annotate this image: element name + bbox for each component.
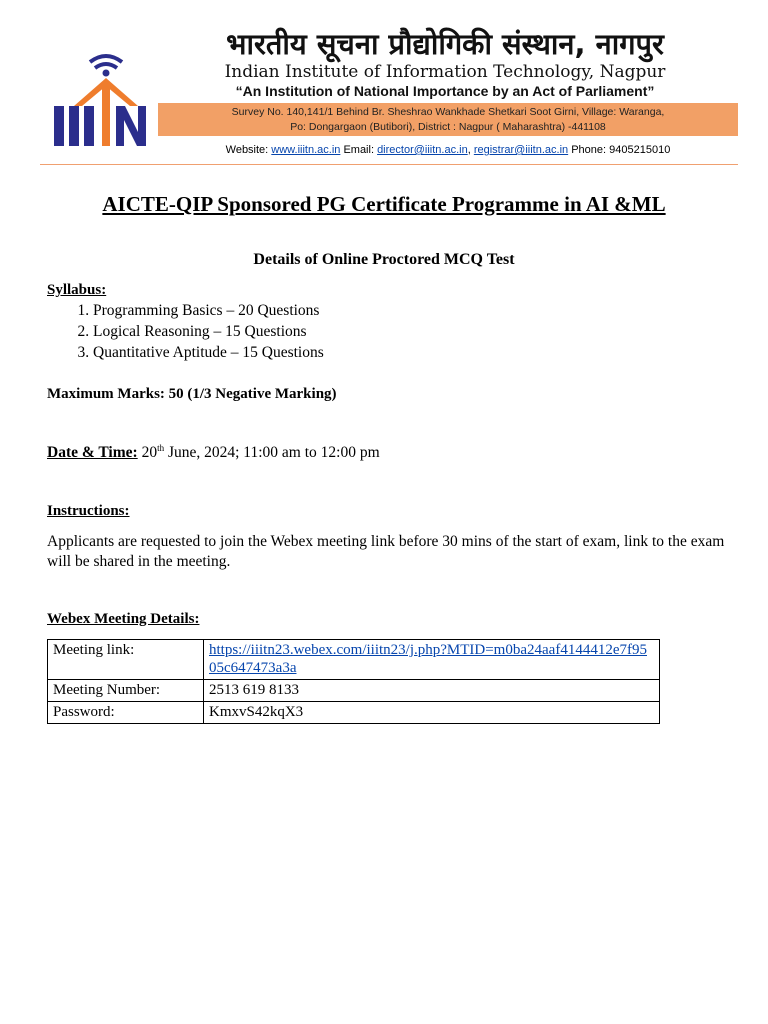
iiitn-logo: [50, 48, 150, 148]
address-box: [158, 103, 738, 136]
institute-name-english: Indian Institute of Information Technology, Nagpur: [224, 62, 666, 82]
header-divider: [40, 164, 738, 165]
email-label: Email:: [343, 144, 374, 156]
max-marks: Maximum Marks: 50 (1/3 Negative Marking): [47, 386, 337, 402]
table-row: [48, 702, 660, 724]
document-title: AICTE-QIP Sponsored PG Certificate Programme in AI &ML: [102, 192, 666, 216]
meeting-link[interactable]: https://iiitn23.webex.com/iiitn23/j.php?MTID=m0ba24aaf4144412e7f9505c647473a3a: [209, 642, 647, 676]
meeting-number-value: 2513 619 8133: [204, 680, 660, 702]
address-line-1: Survey No. 140,141/1 Behind Br. Sheshrao Wankhade Shetkari Soot Girni, Village: Waranga,: [231, 106, 665, 118]
table-row: [48, 680, 660, 702]
date-day: 20: [141, 444, 158, 462]
password-label: Password:: [48, 702, 204, 724]
director-email-link[interactable]: director@iiitn.ac.in: [377, 144, 468, 156]
email-separator: ,: [467, 144, 471, 156]
date-time: [47, 443, 380, 462]
meeting-number-label: Meeting Number:: [48, 680, 204, 702]
list-item: 2. Logical Reasoning – 15 Questions: [93, 321, 324, 342]
letterhead: [0, 0, 768, 170]
list-item: 3. Quantitative Aptitude – 15 Questions: [93, 342, 324, 363]
registrar-email-link[interactable]: registrar@iiitn.ac.in: [473, 144, 569, 156]
meeting-link-cell: [204, 640, 660, 680]
institute-tagline: “An Institution of National Importance by an Act of Parliament”: [235, 83, 655, 99]
webex-details-table: [47, 639, 660, 724]
syllabus-list: [47, 300, 324, 363]
instructions-heading: Instructions:: [47, 503, 130, 519]
webex-heading: Webex Meeting Details:: [47, 611, 200, 627]
table-row: [48, 640, 660, 680]
date-rest: June, 2024; 11:00 am to 12:00 pm: [164, 444, 380, 462]
date-suffix: th: [157, 443, 165, 453]
syllabus-heading: Syllabus:: [47, 282, 107, 298]
phone-number: 9405215010: [609, 144, 671, 156]
website-label: Website:: [225, 144, 269, 156]
website-link[interactable]: www.iiitn.ac.in: [271, 144, 341, 156]
date-time-label: Date & Time:: [47, 444, 138, 462]
password-value: KmxvS42kqX3: [204, 702, 660, 724]
phone-label: Phone:: [571, 144, 607, 156]
meeting-link-label: Meeting link:: [48, 640, 204, 680]
address-line-2: Po: Dongargaon (Butibori), District : Nagpur ( Maharashtra) -441108: [290, 121, 606, 133]
contact-line: [158, 144, 738, 156]
instructions-text: Applicants are requested to join the Webex meeting link before 30 mins of the start of exam, link to the exam will be shared in the meeting.: [47, 533, 725, 570]
list-item: 1. Programming Basics – 20 Questions: [93, 300, 324, 321]
institute-name-hindi: भारतीय सूचना प्रौद्योगिकी संस्थान, नागपुर: [226, 27, 664, 61]
document-subtitle: Details of Online Proctored MCQ Test: [253, 251, 515, 268]
